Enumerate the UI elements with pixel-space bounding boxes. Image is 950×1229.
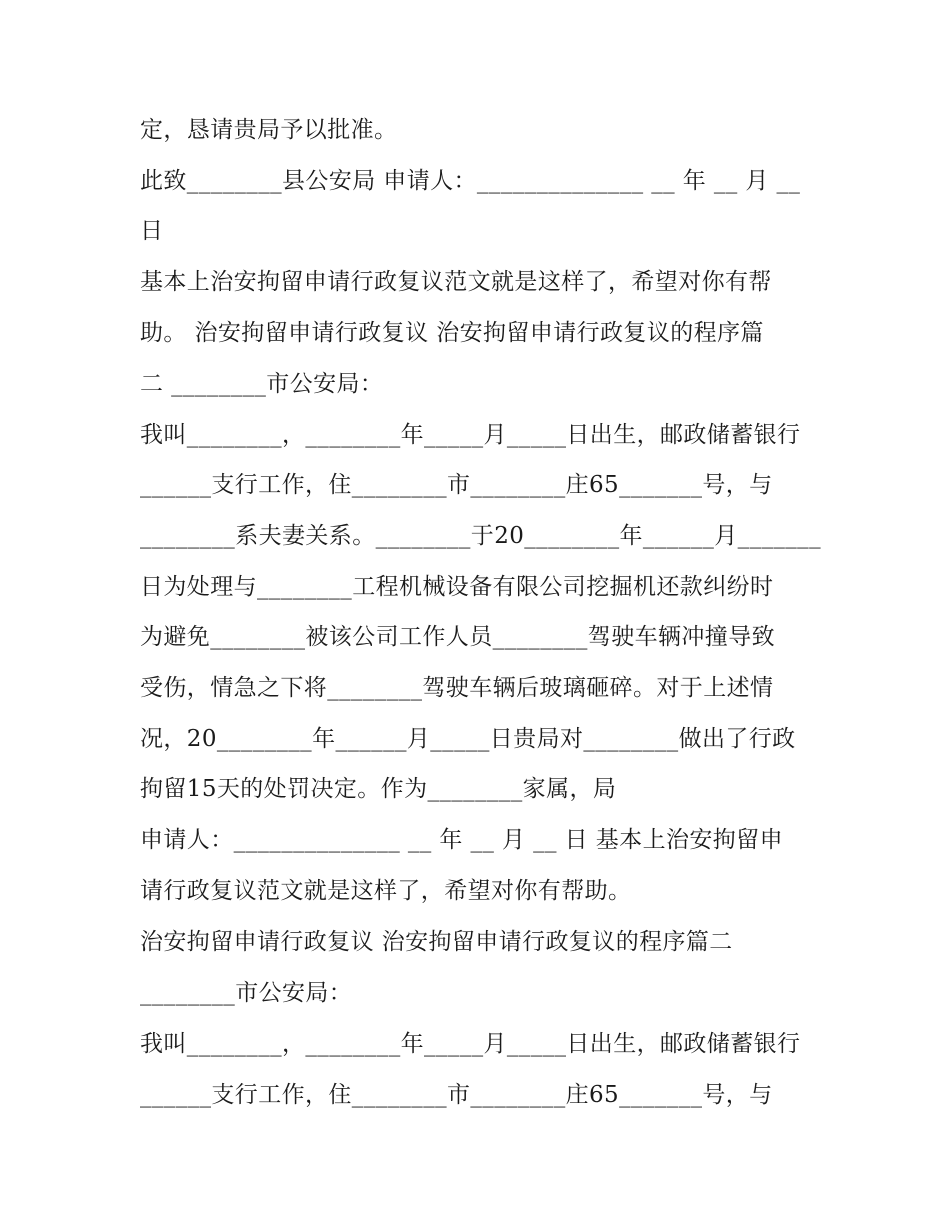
text-line: 为避免________被该公司工作人员________驾驶车辆冲撞导致	[140, 624, 775, 650]
text-line: 基本上治安拘留申请行政复议范文就是这样了，希望对你有帮	[140, 269, 772, 295]
text-line: 申请人：______________ __ 年 __ 月 __ 日 基本上治安拘留申	[140, 827, 783, 853]
text-line: 拘留15天的处罚决定。作为________家属，局	[140, 776, 617, 802]
text-line: 受伤，情急之下将________驾驶车辆后玻璃砸碎。对于上述情	[140, 675, 774, 701]
text-line: 况，20________年______月_____日贵局对________做出了行政	[140, 726, 796, 752]
text-line: 定，恳请贵局予以批准。	[140, 117, 398, 143]
text-line: ______支行工作，住________市________庄65_______号，与	[140, 472, 773, 498]
text-line: ______支行工作，住________市________庄65_______号，与	[140, 1082, 773, 1108]
text-line: ________市公安局：	[140, 980, 353, 1006]
text-line: 此致________县公安局 申请人：______________ __ 年 __ 月 __	[140, 168, 801, 194]
text-line: 日	[140, 218, 164, 244]
text-line: 我叫________，________年_____月_____日出生，邮政储蓄银行	[140, 422, 801, 448]
text-line: 治安拘留申请行政复议 治安拘留申请行政复议的程序篇二	[140, 929, 733, 955]
text-line: 二 ________市公安局：	[140, 371, 384, 397]
text-line: 我叫________，________年_____月_____日出生，邮政储蓄银行	[140, 1031, 801, 1057]
text-line: 请行政复议范文就是这样了，希望对你有帮助。	[140, 878, 632, 904]
text-line: 助。 治安拘留申请行政复议 治安拘留申请行政复议的程序篇	[140, 320, 764, 346]
text-line: 日为处理与________工程机械设备有限公司挖掘机还款纠纷时	[140, 574, 774, 600]
text-line: ________系夫妻关系。________于20________年______月_______	[140, 523, 821, 549]
